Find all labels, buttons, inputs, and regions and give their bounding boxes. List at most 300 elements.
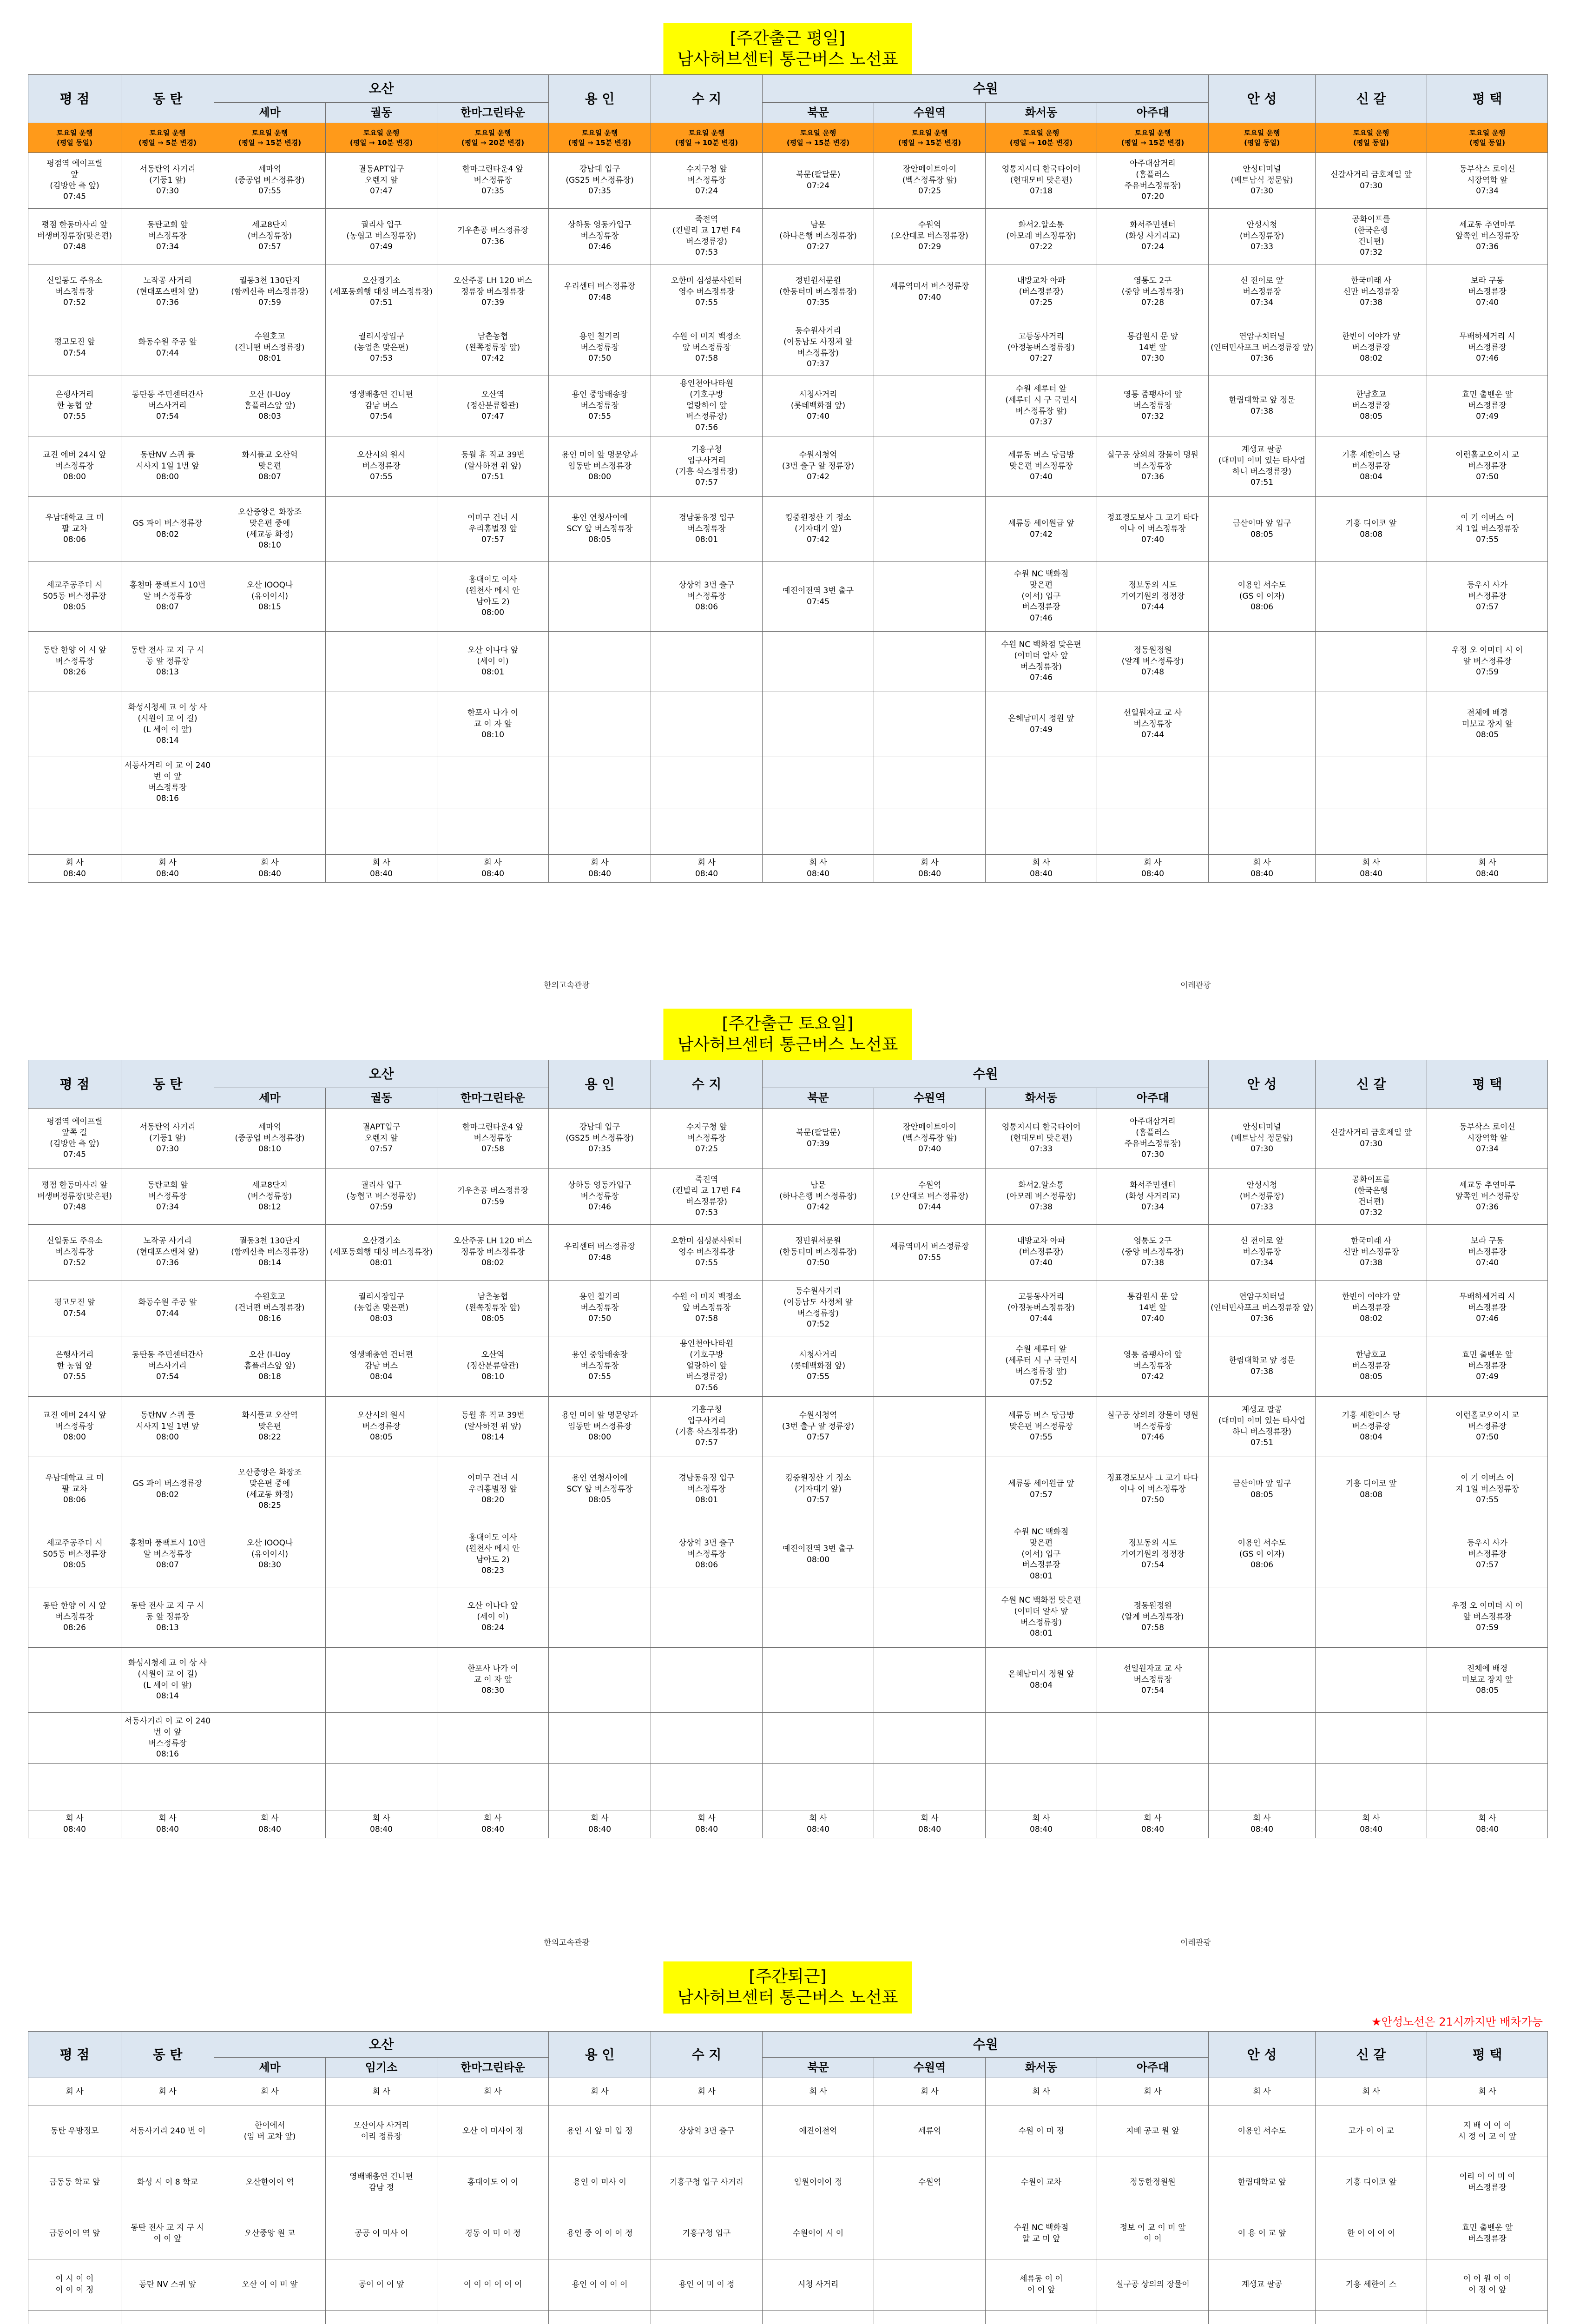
cell-line: (세이 이) [477, 1612, 509, 1622]
table-row [28, 320, 1548, 376]
cell-line: 홍천마 풍팩트시 10번 [129, 1538, 206, 1548]
cell-line: 버생버정류장(맞은편) [37, 1191, 112, 1201]
cell-line: 오산한이이 역 [245, 2177, 294, 2187]
cell-line: 07:36 [1251, 354, 1274, 363]
cell-line: 정동원정원 [1133, 1601, 1172, 1611]
cell-line: 07:54 [1141, 1560, 1165, 1570]
cell-line: (평일 → 10분 변경) [349, 138, 413, 147]
stop-cell [651, 1109, 763, 1169]
cell-line: 우리홍벌정 앞 [468, 1484, 517, 1494]
stop-cell [763, 436, 874, 497]
stop-cell [437, 757, 549, 808]
column-header: 수 지 [651, 1060, 763, 1109]
cell-line: 08:40 [1141, 869, 1165, 878]
cell-line: 기흥구청 [691, 1405, 722, 1414]
saturday-note [874, 123, 986, 153]
cell-line: 맞은편 [1029, 1538, 1053, 1548]
stop-cell [214, 1109, 326, 1169]
saturday-note [1209, 123, 1316, 153]
cell-line: 08:30 [258, 1560, 281, 1570]
stop-cell [1427, 1281, 1548, 1336]
stop-cell [549, 376, 651, 436]
cell-line: 이 용 이 교 앞 [1237, 2228, 1286, 2238]
cell-line: (L 세이 이 앞) [143, 1680, 192, 1690]
cell-line: 07:59 [258, 298, 281, 308]
stop-cell [651, 1336, 763, 1397]
schedule-title-line1: [주간퇴근] [749, 1967, 827, 1986]
cell-line: 영수 버스정류장 [678, 287, 735, 297]
cell-line: 홍대이도 이 이 [467, 2177, 519, 2187]
stop-cell [549, 264, 651, 320]
cell-line: 08:40 [695, 1824, 718, 1834]
cell-line: (이미더 알사 앞 [1014, 1606, 1068, 1616]
cell-line: 버스정류장 [55, 287, 94, 297]
cell-line: 기흥 세한이스 당 [1342, 450, 1401, 460]
stop-cell [214, 264, 326, 320]
cell-line: 토요일 운행 [149, 128, 186, 137]
cell-line: 08:25 [258, 1501, 281, 1511]
cell-line: 버스정류장 [1468, 2234, 1507, 2244]
column-header: 동 탄 [121, 75, 214, 123]
cell-line: 회 사 [484, 2086, 502, 2096]
cell-line: 노작공 사거리 [143, 276, 192, 285]
cell-line: 세류역미서 버스정류장 [890, 281, 969, 291]
stop-cell [214, 855, 326, 883]
cell-line: 홍대이도 이사 [468, 574, 517, 584]
cell-line: 감남 버스 [364, 401, 398, 410]
cell-line: 수원시청역 [799, 1410, 837, 1420]
cell-line: 07:34 [1251, 298, 1274, 308]
cell-line: 기여기원의 정정장 [1121, 1549, 1185, 1559]
stop-cell [214, 562, 326, 632]
cell-line: (화성 사거리교) [1125, 231, 1180, 241]
table-row [28, 1648, 1548, 1713]
stop-cell [986, 153, 1097, 209]
cell-line: 08:10 [481, 1372, 505, 1382]
cell-line: (평일 → 20분 변경) [461, 138, 525, 147]
cell-line: (기호구방 [690, 390, 724, 399]
stop-cell [121, 757, 214, 808]
cell-line: 이런홀교오이시 교 [1455, 1410, 1519, 1420]
stop-cell [1316, 2208, 1427, 2259]
stop-cell [121, 2078, 214, 2106]
cell-line: 08:40 [1030, 869, 1053, 878]
stop-cell [1427, 320, 1548, 376]
stop-cell [986, 2157, 1097, 2208]
cell-line: 용인 연청사이에 [572, 513, 628, 522]
cell-line: 이 기 이버스 이 [1461, 1473, 1514, 1483]
cell-line: 버스사거리 [148, 1361, 187, 1371]
cell-line: 08:05 [370, 1433, 393, 1442]
stop-cell [1097, 692, 1209, 757]
stop-cell [1097, 855, 1209, 883]
cell-line: 08:26 [63, 667, 86, 677]
stop-cell [214, 320, 326, 376]
stop-cell [1427, 1336, 1548, 1397]
cell-line: (기호구방 [690, 1350, 724, 1360]
cell-line: 금산이마 앞 입구 [1232, 518, 1291, 528]
cell-line: 오산 이나다 앞 [467, 645, 519, 655]
cell-line: 통감원시 문 앞 [1127, 331, 1178, 341]
stop-cell [214, 436, 326, 497]
stop-cell [437, 1281, 549, 1336]
cell-line: 회 사 [372, 1813, 390, 1823]
stop-cell [121, 320, 214, 376]
stop-cell [986, 562, 1097, 632]
cell-line: 홈플러스앞 앞) [244, 401, 296, 410]
stop-cell [121, 1225, 214, 1281]
stop-cell [1427, 1109, 1548, 1169]
stop-cell [986, 1457, 1097, 1522]
cell-line: (유이이시) [251, 1549, 288, 1559]
cell-line: 08:40 [481, 1824, 505, 1834]
cell-line: 오산중앙 원 교 [244, 2228, 296, 2238]
stop-cell [874, 497, 986, 562]
stop-cell [874, 1281, 986, 1336]
cell-line: 무배하세거리 시 [1459, 331, 1515, 341]
column-header: 안 성 [1209, 1060, 1316, 1109]
stop-cell [437, 1169, 549, 1225]
cell-line: 회 사 [591, 1813, 609, 1823]
cell-line: 등우시 사가 [1467, 1538, 1508, 1548]
cell-line: 용인 이 이 이 이 [572, 2279, 628, 2289]
cell-line: 07:24 [1141, 242, 1165, 252]
cell-line: 수원 NC 백화점 [1014, 569, 1069, 579]
cell-line: 토요일 운행 [1353, 128, 1389, 137]
cell-line: 회 사 [1478, 858, 1496, 867]
operator-right: 이레관광 [1180, 1938, 1211, 1948]
cell-line: 이미구 건너 시 [467, 1473, 519, 1483]
cell-line: 남아도 2) [476, 597, 510, 607]
cell-line: 회 사 [1362, 1813, 1380, 1823]
stop-cell [437, 562, 549, 632]
stop-cell [874, 632, 986, 692]
cell-line: (중앙 버스정류장) [1121, 287, 1184, 297]
cell-line: 08:02 [1360, 354, 1383, 363]
stop-cell [437, 1810, 549, 1838]
cell-line: 07:30 [1141, 354, 1165, 363]
stop-cell [763, 264, 874, 320]
stop-cell [121, 1397, 214, 1457]
cell-line: 08:02 [481, 1258, 505, 1268]
cell-line: (버스정류장) [1239, 1191, 1284, 1201]
schedule-title [664, 1961, 912, 2014]
stop-cell [1209, 1397, 1316, 1457]
cell-line: 건너편) [1358, 237, 1384, 246]
stop-cell [1427, 436, 1548, 497]
stop-cell [1427, 1648, 1548, 1713]
stop-cell [874, 2106, 986, 2157]
stop-cell [437, 1713, 549, 1764]
cell-line: 07:55 [695, 298, 718, 308]
cell-line: 오산 IOOQ나 [246, 1538, 293, 1548]
cell-line: 예진이전역 3번 출구 [783, 1544, 854, 1553]
cell-line: 버스정류장 [1468, 401, 1507, 410]
cell-line: (현대모비 맞은편) [1010, 175, 1073, 185]
cell-line: 07:42 [1030, 529, 1053, 539]
stop-cell [763, 1397, 874, 1457]
cell-line: (기둥1 앞) [149, 175, 186, 185]
cell-line: 07:51 [481, 472, 505, 482]
cell-line: 07:20 [1141, 192, 1165, 202]
table-row [28, 2311, 1548, 2324]
stop-cell [1427, 1522, 1548, 1587]
cell-line: 07:35 [588, 186, 612, 196]
cell-line: 버스정류장 [55, 1247, 94, 1257]
stop-cell [437, 1225, 549, 1281]
column-header: 용 인 [549, 1060, 651, 1109]
cell-line: (평일 → 15분 변경) [1121, 138, 1185, 147]
stop-cell [763, 2106, 874, 2157]
cell-line: 버스정류장 [1022, 1560, 1060, 1570]
column-header: 오산 [214, 2032, 549, 2058]
cell-line: 회 사 [1362, 2086, 1380, 2096]
stop-cell [1097, 1336, 1209, 1397]
cell-line: 평점 한동마사리 앞 [41, 1180, 108, 1190]
cell-line: (대미미 이미 있는 타사업 [1218, 1416, 1306, 1426]
cell-line: 08:40 [258, 869, 281, 878]
stop-cell [1209, 497, 1316, 562]
cell-line: (하나은행 버스정류장) [779, 1191, 857, 1201]
cell-line: 경동 이 미 이 정 [465, 2228, 521, 2238]
cell-line: 화시플교 오산역 [242, 1410, 298, 1420]
stop-cell [874, 1764, 986, 1810]
cell-line: 07:50 [588, 1314, 612, 1324]
cell-line: (벡스정류장 앞) [902, 175, 957, 185]
cell-line: 오산역 [481, 1350, 505, 1360]
stop-cell [214, 1281, 326, 1336]
cell-line: 07:30 [156, 186, 179, 196]
stop-cell [28, 436, 121, 497]
cell-line: (중공업 버스정류장) [235, 175, 305, 185]
stop-cell [986, 264, 1097, 320]
cell-line: 07:44 [1030, 1314, 1053, 1324]
column-subheader: 궐동 [326, 1088, 437, 1109]
cell-line: 07:46 [1476, 354, 1499, 363]
cell-line: 이 기 이버스 이 [1461, 513, 1514, 522]
cell-line: 동수원사거리 [795, 1286, 841, 1296]
cell-line: 07:55 [63, 412, 86, 422]
stop-cell [121, 1810, 214, 1838]
stop-cell [651, 2106, 763, 2157]
stop-cell [437, 2208, 549, 2259]
cell-line: 버스정류장 [55, 461, 94, 471]
stop-cell [121, 632, 214, 692]
column-header: 오산 [214, 75, 549, 103]
cell-line: (화성 사거리교) [1125, 1191, 1180, 1201]
cell-line: 08:10 [481, 730, 505, 740]
cell-line: 용인천아나타원 [680, 379, 734, 388]
stop-cell [549, 562, 651, 632]
column-subheader: 한마그린타운 [437, 1088, 549, 1109]
cell-line: SCY 앞 버스정류장 [566, 1484, 633, 1494]
stop-cell [28, 1587, 121, 1648]
cell-line: 회 사 [1253, 858, 1271, 867]
stop-cell [763, 1587, 874, 1648]
cell-line: 이 이 앞 [153, 2234, 182, 2244]
stop-cell [1316, 2078, 1427, 2106]
cell-line: 수원 이 미지 백정소 [672, 331, 741, 341]
column-subheader: 수원역 [874, 103, 986, 123]
cell-line: 아주대삼거리 [1130, 158, 1176, 168]
table-row [28, 562, 1548, 632]
stop-cell [986, 1225, 1097, 1281]
cell-line: (L 세이 이 앞) [143, 725, 192, 734]
cell-line: 궐리사 입구 [361, 1180, 402, 1190]
cell-line: GS 파이 버스정류장 [132, 518, 203, 528]
cell-line: (평일 → 15분 변경) [238, 138, 302, 147]
stop-cell [437, 1457, 549, 1522]
stop-cell [651, 1281, 763, 1336]
stop-cell [651, 632, 763, 692]
cell-line: 회 사 [809, 1813, 827, 1823]
stop-cell [326, 2208, 437, 2259]
cell-line: 07:38 [1251, 406, 1274, 416]
table-row [28, 855, 1548, 883]
cell-line: 이리 이 이 미 이 [1459, 2172, 1515, 2181]
stop-cell [437, 2106, 549, 2157]
cell-line: 08:00 [481, 608, 505, 618]
cell-line: 평점 한동마사리 앞 [41, 220, 108, 230]
cell-line: 버스정류장 [148, 231, 187, 241]
stop-cell [214, 2157, 326, 2208]
cell-line: 오산주공 LH 120 버스 [453, 276, 533, 285]
stop-cell [1209, 1587, 1316, 1648]
cell-line: 서동탄역 사거리 [139, 1122, 196, 1132]
cell-line: 버스정류장 [580, 1361, 619, 1371]
cell-line: 우남대학교 크 미 [45, 1473, 104, 1483]
stop-cell [28, 1397, 121, 1457]
cell-line: 동부삭스 로이신 [1459, 164, 1515, 174]
stop-cell [763, 1522, 874, 1587]
stop-cell [326, 2078, 437, 2106]
cell-line: 등우시 사가 [1467, 580, 1508, 590]
schedule-evening-weekday [28, 1961, 1547, 2324]
stop-cell [549, 497, 651, 562]
stop-cell [763, 1713, 874, 1764]
cell-line: 용인천아나타원 [680, 1339, 734, 1348]
cell-line: (킨빌리 교 17번 F4 [672, 225, 741, 235]
stop-cell [1427, 1587, 1548, 1648]
cell-line: 07:42 [807, 535, 830, 545]
cell-line: 버스정류장 [362, 461, 401, 471]
cell-line: 한이에서 [254, 2120, 285, 2130]
cell-line: 시장역학 앞 [1467, 175, 1508, 185]
cell-line: 기흥구청 입구 사거리 [670, 2177, 744, 2187]
stop-cell [1427, 562, 1548, 632]
column-header: 수원 [763, 2032, 1209, 2058]
stop-cell [1316, 153, 1427, 209]
cell-line: 07:53 [370, 354, 393, 363]
stop-cell [1316, 2311, 1427, 2324]
stop-cell [763, 757, 874, 808]
cell-line: 신 전이로 앞 [1240, 1236, 1284, 1246]
cell-line: 회 사 [1144, 2086, 1162, 2096]
column-subheader: 수원역 [874, 2058, 986, 2078]
cell-line: 교 이 자 앞 [474, 1675, 512, 1684]
column-header: 동 탄 [121, 2032, 214, 2078]
cell-line: 버스정류장 [580, 401, 619, 410]
table-row [28, 1225, 1548, 1281]
cell-line: 한포사 나가 이 [467, 1664, 519, 1673]
cell-line: 08:30 [481, 1686, 505, 1696]
stop-cell [437, 808, 549, 855]
stop-cell [763, 2259, 874, 2311]
stop-cell [1427, 1397, 1548, 1457]
cell-line: 기흥 세한이 스 [1345, 2279, 1397, 2289]
cell-line: 알 교 미 앞 [1022, 2234, 1060, 2244]
cell-line: 선일원자교 교 사 [1123, 1664, 1182, 1673]
cell-line: 시사지 1일 1번 앞 [136, 1421, 199, 1431]
stop-cell [1316, 562, 1427, 632]
cell-line: 버스정류장 [55, 656, 94, 666]
stop-cell [28, 2157, 121, 2208]
cell-line: 버스정류장 [55, 1612, 94, 1622]
stop-cell [1427, 2106, 1548, 2157]
column-subheader: 아주대 [1097, 1088, 1209, 1109]
stop-cell [1316, 209, 1427, 264]
stop-cell [986, 1713, 1097, 1764]
table-row [28, 1336, 1548, 1397]
cell-line: 07:35 [807, 298, 830, 308]
schedule-note: ★안성노선은 21시까지만 배차가능 [1371, 2015, 1543, 2028]
cell-line: 08:14 [481, 1433, 505, 1442]
stop-cell [1427, 2078, 1548, 2106]
cell-line: (세이 이) [477, 656, 509, 666]
cell-line: 07:49 [370, 242, 393, 252]
cell-line: 07:37 [1030, 417, 1053, 427]
cell-line: 맞은편 [258, 461, 282, 471]
cell-line: 08:10 [258, 541, 281, 550]
stop-cell [437, 1336, 549, 1397]
cell-line: (아모레 버스정류장) [1006, 1191, 1076, 1201]
stop-cell [763, 2078, 874, 2106]
cell-line: (세포동회행 대성 버스정류장) [329, 1247, 433, 1257]
cell-line: 08:14 [156, 736, 179, 746]
stop-cell [549, 2078, 651, 2106]
cell-line: (건너편 버스정류장) [235, 343, 305, 352]
stop-cell [214, 632, 326, 692]
stop-cell [1097, 2078, 1209, 2106]
cell-line: 07:57 [370, 1144, 393, 1154]
cell-line: 07:57 [1476, 602, 1499, 612]
cell-line: 버스정류장 [1468, 343, 1507, 352]
stop-cell [986, 1281, 1097, 1336]
cell-line: (김방안 측 앞) [50, 181, 99, 191]
cell-line: 08:40 [63, 1824, 86, 1834]
cell-line: 회 사 [1478, 2086, 1496, 2096]
cell-line: 08:40 [1251, 1824, 1274, 1834]
stop-cell [1209, 1764, 1316, 1810]
cell-line: 상상역 3번 출구 [678, 580, 735, 590]
cell-line: 시 정 이 교 이 앞 [1458, 2132, 1517, 2141]
header-row [28, 2032, 1548, 2058]
cell-line: 07:55 [258, 186, 281, 196]
cell-line: 주유버스정류장) [1124, 1139, 1181, 1149]
cell-line: (GS25 버스정류장) [566, 175, 634, 185]
cell-line: 화성 시 이 8 학교 [137, 2177, 198, 2187]
cell-line: 오렌지 앞 [364, 1133, 398, 1143]
cell-line: 정표경도보사 그 교기 타다 [1107, 513, 1198, 522]
stop-cell [1209, 436, 1316, 497]
stop-cell [651, 320, 763, 376]
cell-line: 회 사 [1032, 858, 1050, 867]
table-row [28, 757, 1548, 808]
cell-line: 정동원정원 [1133, 645, 1172, 655]
stop-cell [1316, 264, 1427, 320]
cell-line: 세마역 [258, 164, 282, 174]
column-header: 용 인 [549, 2032, 651, 2078]
